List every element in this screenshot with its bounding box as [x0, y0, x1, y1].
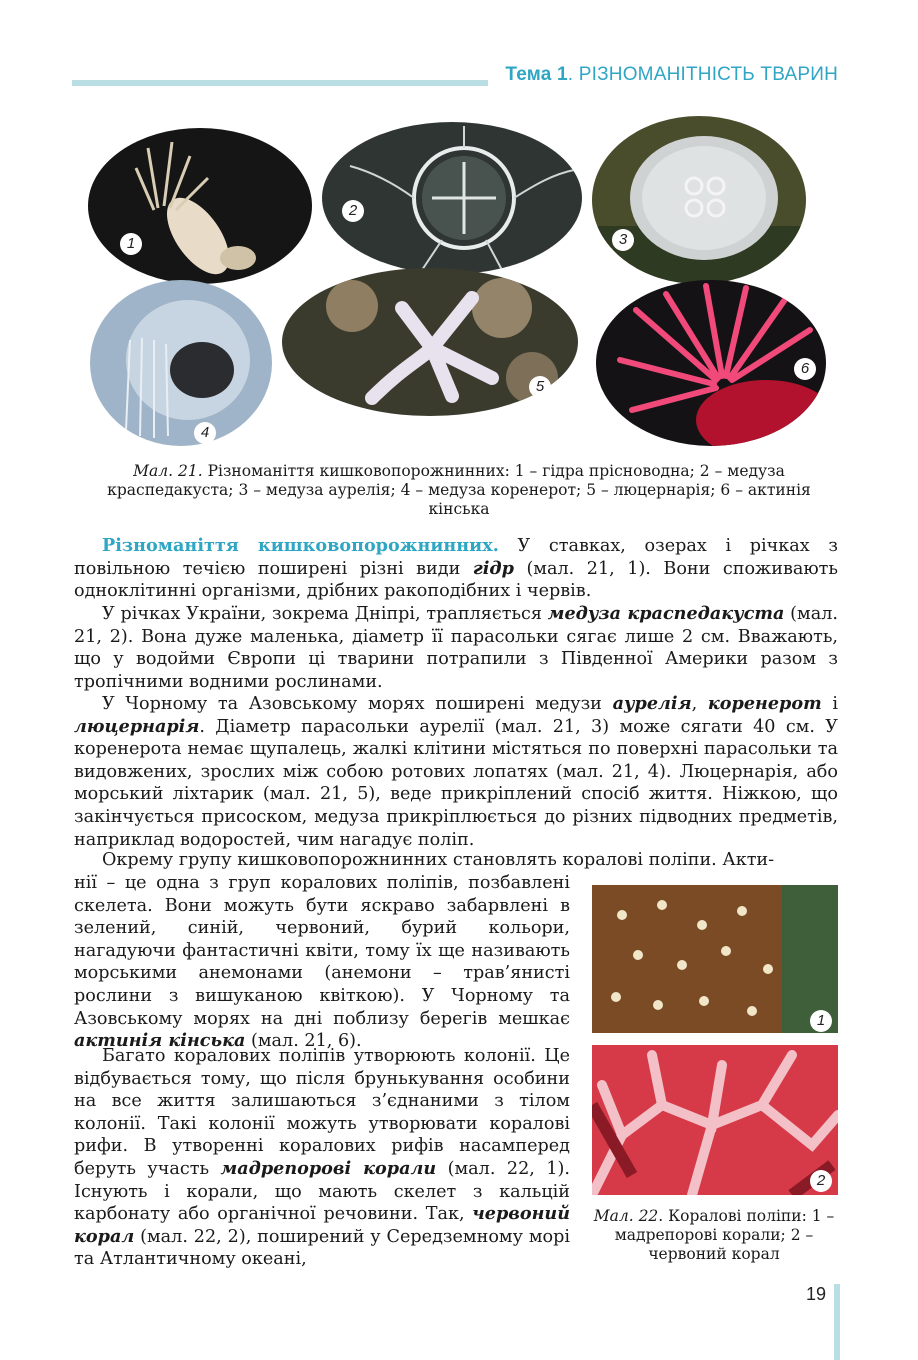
- paragraph-2: У річках України, зокрема Дніпрі, трапляється медуза краспедакуста (мал. 21, 2). Вона дуже маленька, діаметр її парасольки сягає лише 2 см. Вважають, що у водойми Європи ці тварини потрапили з Південної Америки разом з тропічними водними рослинами.: [74, 603, 838, 692]
- photo-aurelia: [592, 116, 806, 284]
- paragraph-3: У Чорному та Азовському морях поширені медузи аурелія, коренерот і люцернарія. Діаметр парасольки аурелії (мал. 21, 3) може сягати 40 см. У коренерота немає щупалець, жалкі клітини містяться по поверхні парасольки та видовжених, зрослих між собою ротових лопатях (мал. 21, 4). Люцернарія, або морський ліхтарик (мал. 21, 5), веде прикріплений спосіб життя. Ніжкою, що закінчується присоском, медуза прикріплюється до різних підводних предметів, наприклад водоростей, чим нагадує поліп.: [74, 693, 838, 850]
- figure21-label-6: 6: [794, 358, 816, 380]
- header-rule: [72, 80, 488, 86]
- term-lucernaria: люцернарія: [74, 715, 200, 737]
- paragraph-1: Різноманіття кишковопорожнинних. У ставках, озерах і річках з повільною течією поширені різні види гідр (мал. 21, 1). Вони споживають одноклітинні організми, дрібних ракоподібних і червів.: [74, 535, 838, 602]
- figure21-label-5: 5: [529, 376, 551, 398]
- paragraph-5: Багато коралових поліпів утворюють колонії. Це відбувається тому, що після брунькування особини на все життя залишаються з’єднаними з тілом колонії. Такі колонії можуть утворювати коралові рифи. В утворенні коралових рифів насамперед беруть участь мадрепорові корали (мал. 22, 1). Існують і корали, що мають скелет з кальцій карбонату або органічної речовини. Так, червоний корал (мал. 22, 2), поширений у Середземному морі та Атлантичному океані,: [74, 1046, 570, 1270]
- term-madrepore: мадрепорові корали: [220, 1157, 437, 1179]
- term-actinia: актинія кінська: [74, 1030, 246, 1052]
- photo-madrepore-corals: [592, 885, 838, 1033]
- photo-hydra: [88, 128, 312, 284]
- topic-label: Тема 1: [505, 64, 568, 85]
- section-heading: Різноманіття кишковопорожнинних.: [102, 535, 499, 556]
- photo-rhizostoma: [90, 280, 272, 446]
- figure22-label-1: 1: [810, 1010, 832, 1032]
- term-red-coral: червоний корал: [74, 1203, 570, 1247]
- photo-actinia: [596, 280, 826, 446]
- page-edge-bar: [834, 1284, 840, 1360]
- term-hydra: гідр: [472, 557, 514, 579]
- paragraph-4: нії – це одна з груп коралових поліпів, позбавлені скелета. Вони можуть бути яскраво забарвлені в зелений, синій, червоний, бурий кольори, нагадуючи фантастичні квіти, тому їх ще називають морськими анемонами (анемони – трав’янисті рослини з вишуканою квіткою). У Чорному та Азовському морях на дні поблизу берегів мешкає актинія кінська (мал. 21, 6).: [74, 873, 570, 1052]
- figure21-caption-prefix: Мал. 21.: [133, 462, 203, 480]
- figure21-label-4: 4: [194, 422, 216, 444]
- figure22-caption-prefix: Мал. 22.: [593, 1207, 664, 1225]
- topic-title: . РІЗНОМАНІТНІСТЬ ТВАРИН: [567, 64, 838, 85]
- photo-red-coral: [592, 1045, 838, 1195]
- figure21-label-3: 3: [612, 229, 634, 251]
- running-header: [505, 64, 838, 86]
- figure21-caption-text: Різноманіття кишковопорожнинних: 1 – гідра прісноводна; 2 – медуза краспедакуста; 3 – медуза аурелія; 4 – медуза коренерот; 5 – люцернарія; 6 – актинія кінська: [107, 462, 811, 518]
- figure21-label-1: 1: [120, 233, 142, 255]
- figure21-caption: [78, 462, 840, 519]
- photo-craspedacusta: [322, 122, 582, 274]
- paragraph-4-first-line: Окрему групу кишковопорожнинних становлять коралові поліпи. Акти-: [102, 850, 775, 870]
- term-aurelia: аурелія: [612, 693, 692, 714]
- figure21-label-2: 2: [342, 200, 364, 222]
- term-rhizostoma: коренерот: [707, 693, 822, 714]
- figure22-caption: [588, 1207, 840, 1264]
- term-craspedacusta: медуза краспедакуста: [547, 603, 785, 624]
- page-number: 19: [806, 1284, 827, 1304]
- figure22-label-2: 2: [810, 1170, 832, 1192]
- figure22-caption-text: Коралові поліпи: 1 – мадрепорові корали; 2 – червоний корал: [614, 1207, 835, 1263]
